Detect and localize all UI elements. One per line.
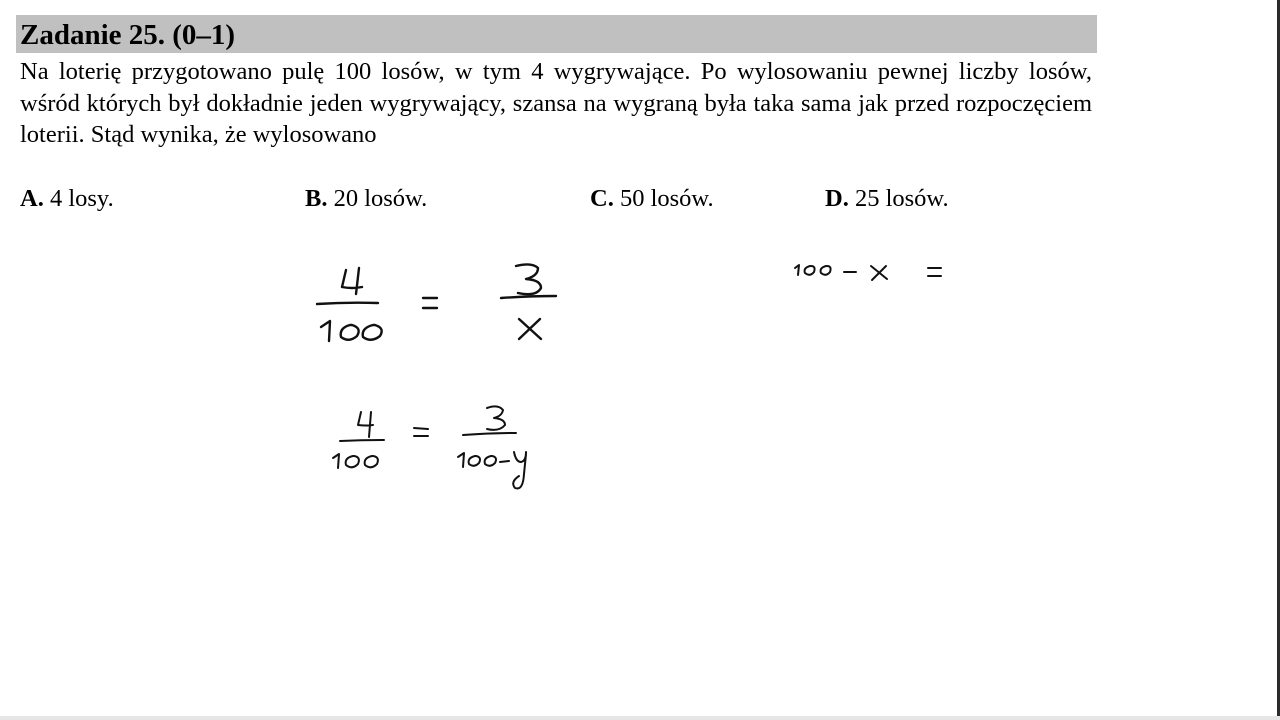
- answer-text: 25 losów.: [854, 185, 949, 212]
- handwritten-equation-2: [333, 406, 526, 488]
- handwritten-equation-1: [317, 264, 556, 341]
- handwritten-side-note: [795, 265, 941, 280]
- answer-text: 4 losy.: [49, 185, 114, 212]
- task-title: Zadanie 25. (0–1): [20, 19, 236, 51]
- answer-text: 20 losów.: [333, 185, 428, 212]
- answer-letter: A.: [20, 185, 44, 212]
- task-text: Na loterię przygotowano pulę 100 losów, w tym 4 wygrywające. Po wylosowaniu pewnej liczby losów, wśród których był dokładnie jeden wygrywający, szansa na wygraną była taka sama jak przed rozpoczęciem loterii. Stąd wynika, że wylosowano: [20, 58, 1092, 148]
- answer-letter: B.: [305, 185, 328, 212]
- frame-bottom-edge: [0, 716, 1280, 720]
- answer-letter: C.: [590, 185, 614, 212]
- answer-text: 50 losów.: [619, 185, 714, 212]
- answer-letter: D.: [825, 185, 849, 212]
